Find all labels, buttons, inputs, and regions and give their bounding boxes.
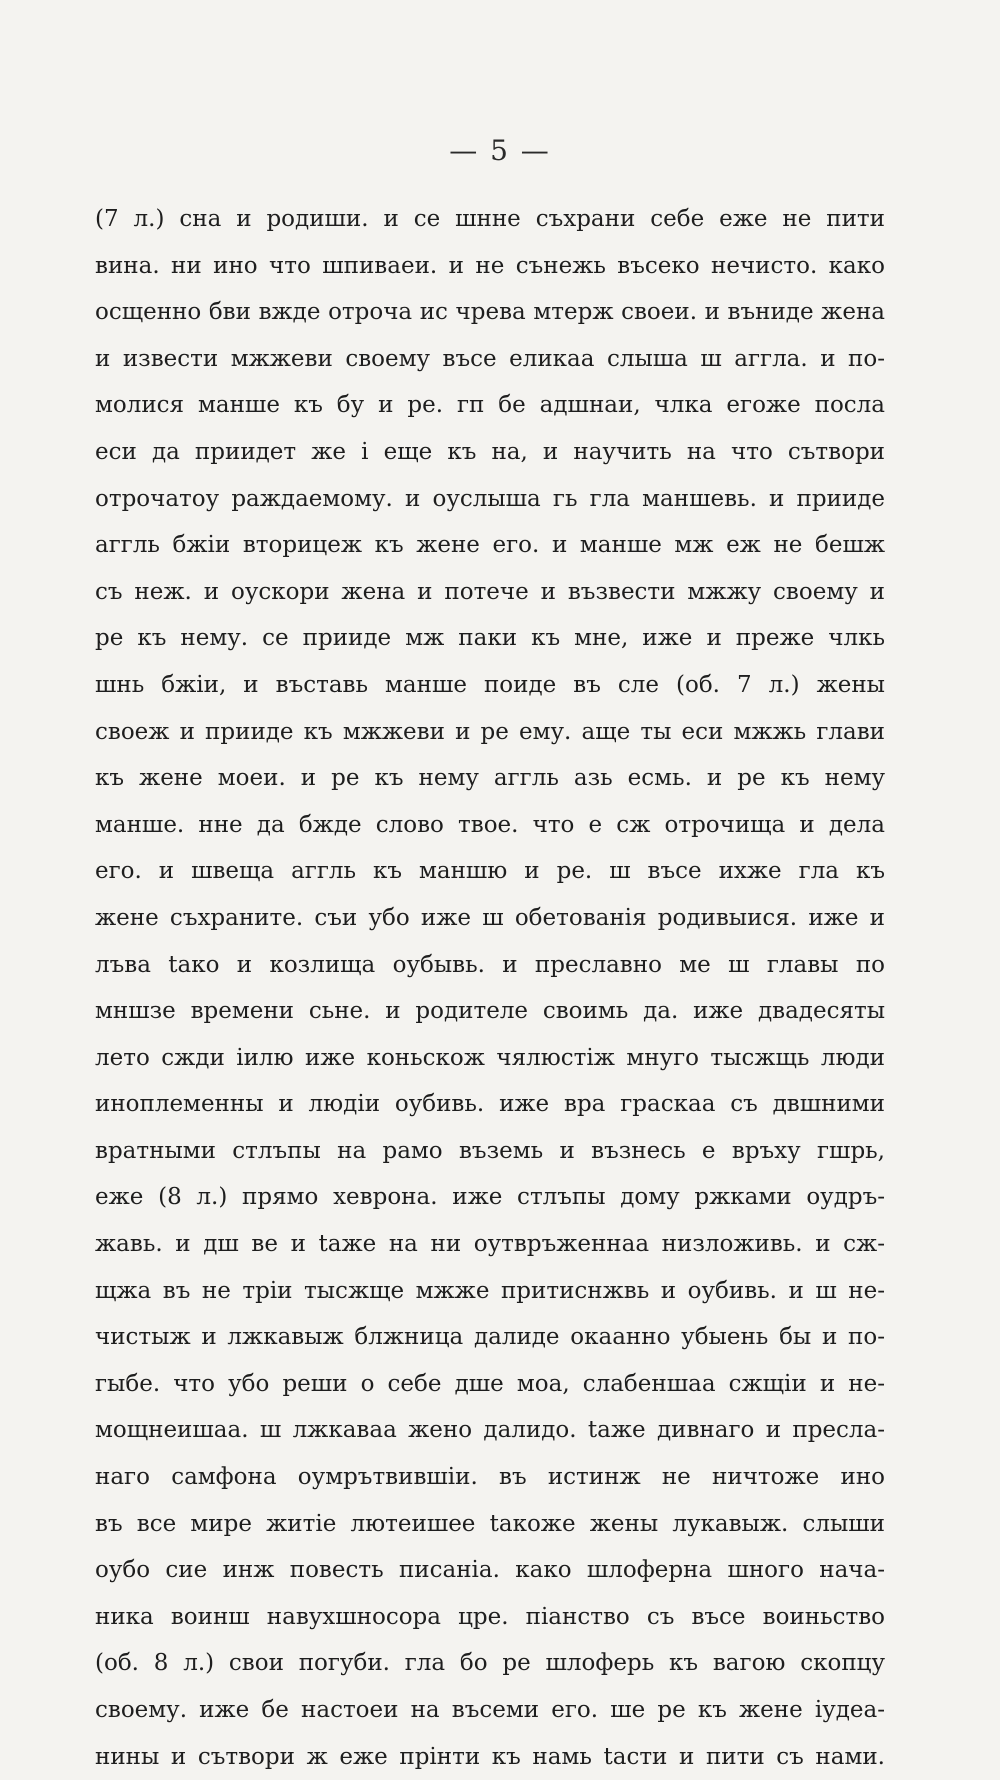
text-line: гыбе. что убо реши о себе дше моа, слабеншаа сжщіи и не-	[95, 1370, 885, 1397]
text-line: и извести мжжеви своему въсе еликаа слыша ш аггла. и по-	[95, 345, 885, 372]
text-line: молися манше къ бу и ре. гп бе адшнаи, члка егоже посла	[95, 392, 885, 419]
text-line: маншe. нне да бжде слово твое. что е сж отрочища и дела	[95, 811, 885, 838]
text-line: ника воинш навухшносора цре. піанство съ въсe воиньство	[95, 1603, 885, 1630]
text-line: щжа въ не тріи тысжще мжже притиснжвь и оубивь. и ш не-	[95, 1277, 885, 1304]
text-body	[95, 196, 885, 1780]
text-line: еже (8 л.) прямо хеврона. иже стлъпы дому ржками оудръ-	[95, 1184, 885, 1211]
text-line: лето сжди іилю иже коньскож чялюстіж мнуго тысжщь люди	[95, 1044, 885, 1071]
text-line: иноплеменны и людіи оубивь. иже вра граскаа съ двшними	[95, 1091, 885, 1118]
text-line: въ всe мире житіе лютеишеe tакоже жены лукавыж. слыши	[95, 1510, 885, 1537]
text-line: еси да приидет же і еще къ на, и научить на что сътвори	[95, 438, 885, 465]
text-line: осщенно бви вжде отроча ис чрева мтерж своеи. и вънидe жена	[95, 299, 885, 326]
text-line: своему. иже бе настоеи на въсеми его. ше ре къ жене іудеа-	[95, 1697, 885, 1723]
text-line: наго самфона оумрътвившіи. въ истинж не ничтоже ино	[95, 1464, 885, 1491]
text-line: вратными стлъпы на рамо възeмь и възнесь е връху гшрь,	[95, 1137, 885, 1164]
text-line: шнь бжіи, и въставь маншe поиде въ сле (об. 7 л.) жены	[95, 671, 885, 698]
text-line: аггль бжіи вторицеж къ жене его. и маншe мж еж не бешж	[95, 532, 885, 559]
text-line: мншзе времени сьне. и родителе своимь да. иже двадесяты	[95, 998, 885, 1025]
text-line: (об. 8 л.) свои погуби. гла бо ре шлоферь къ вагою скопцу	[95, 1650, 885, 1677]
text-line: чистыж и лжкавыж блжница далиде окаанно убыень бы и по-	[95, 1324, 885, 1351]
text-line: лъва tако и козлища оубывь. и преславно ме ш главы по	[95, 951, 885, 978]
text-line: мощнеишаа. ш лжкавaа жено далидо. tаже дивнаго и пресла-	[95, 1417, 885, 1444]
text-line: его. и швеща аггль къ маншю и ре. ш въсе иxже гла къ	[95, 858, 885, 885]
text-line: отрочатоу раждаемому. и оуслыша гь гла маншевь. и приидe	[95, 485, 885, 512]
text-line: жавь. и дш ве и tаже на ни оутвръженнаа низложивь. и сж-	[95, 1231, 885, 1258]
text-line: съ неж. и оускори жена и потече и възвести мжжу своему и	[95, 578, 885, 605]
text-line: (7 л.) сна и родиши. и се шнне съхрани себе еже не пити	[95, 206, 885, 232]
text-line: къ жене моеи. и ре къ нему аггль азь есмь. и ре къ нему	[95, 765, 885, 792]
text-line: жене съхраните. съи убо иже ш обетованія родивыися. иже и	[95, 904, 885, 931]
text-line: ре къ нему. се приидe мж паки къ мне, иже и преже члкь	[95, 625, 885, 652]
text-line: нины и сътвори ж еже прінти къ намь tасти и пити съ нами.	[95, 1743, 885, 1770]
text-line: оубо сие инж повесть писаніа. како шлоферна шного нача-	[95, 1557, 885, 1584]
text-line: вина. ни ино что шпиваеи. и не сънежь въсеко нечисто. како	[95, 252, 885, 279]
text-line: своеж и приидe къ мжжеви и ре ему. аще ты еси мжжь глави	[95, 718, 885, 745]
page-number: — 5 —	[449, 134, 551, 167]
